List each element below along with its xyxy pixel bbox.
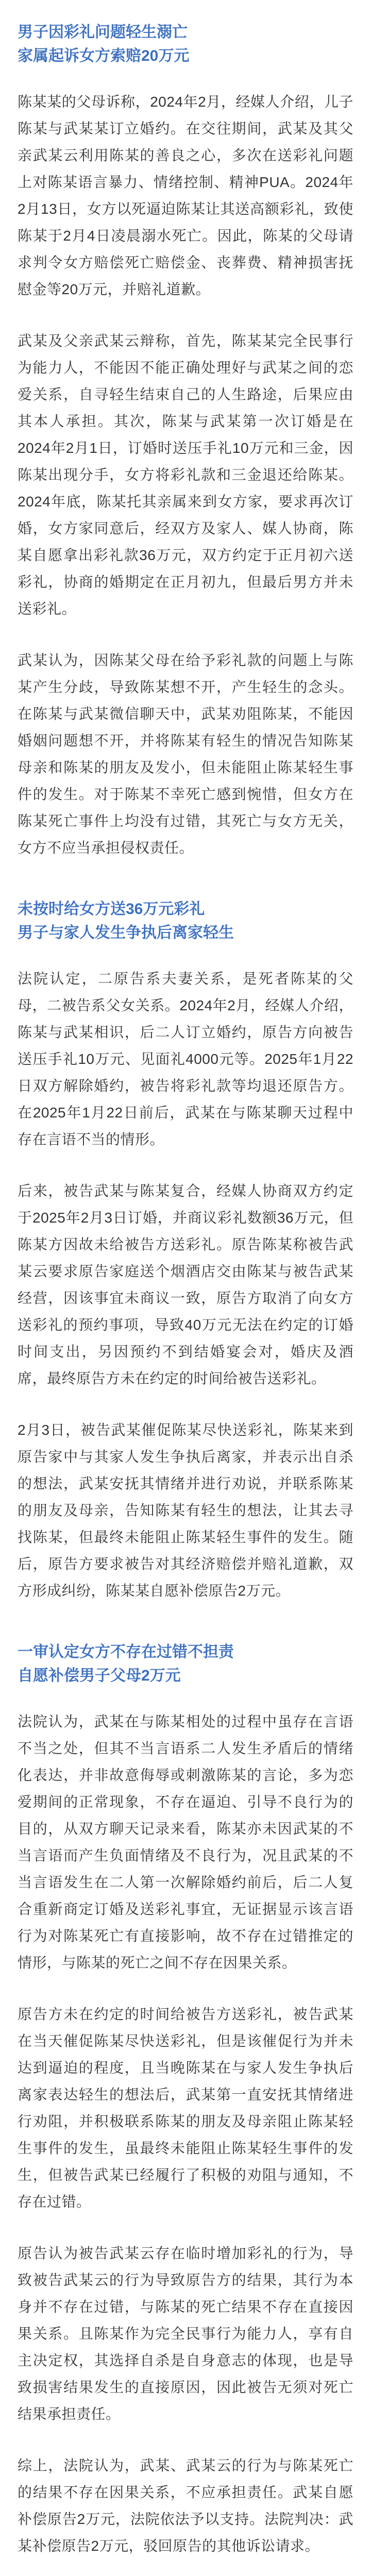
- headline-line-2: 家属起诉女方索赔20万元: [18, 47, 190, 64]
- paragraph: 原告认为被告武某云存在临时增加彩礼的行为，导致被告武某云的行为导致原告方的结果，其行为本身并不存在过错，与陈某的死亡结果不存在直接因果关系。且陈某作为完全民事行为能力人，享有自主决定权，其选择自杀是自身意志的体现，也是导致损害结果发生的直接原因，因此被告无须对死亡结果承担责任。: [18, 2245, 353, 2422]
- section-heading: [18, 1640, 353, 1688]
- paragraph-conclusion: 综上，法院认为，武某、武某云的行为与陈某死亡的结果不存在因果关系，不应承担责任。武某自愿补偿原告2万元，法院依法予以支持。法院判决：武某补偿原告2万元，驳回原告的其他诉讼请求。: [18, 2458, 353, 2554]
- paragraph: 陈某某的父母诉称，2024年2月，经媒人介绍，儿子陈某与武某某订立婚约。在交往期间，武某及其父亲武某云利用陈某的善良之心，多次在送彩礼问题上对陈某语言暴力、情绪控制、精神PUA。2024年2月13日，女方以死逼迫陈某让其送高额彩礼，致使陈某于2月4日凌晨溺水死亡。因此，陈某的父母请求判令女方赔偿死亡赔偿金、丧葬费、精神损害抚慰金等20万元，并赔礼道歉。: [18, 94, 353, 297]
- paragraph: 法院认为，武某在与陈某相处的过程中虽存在言语不当之处，但其不当言语系二人发生矛盾后的情绪化表达，并非故意侮辱或刺激陈某的言论，多为恋爱期间的正常现象，不存在逼迫、引导不良行为的目的，从双方聊天记录来看，陈某亦未因武某的不当言语而产生负面情绪及不良行为，况且武某的不当言语发生在二人第一次解除婚约前后，后二人复合重新商定订婚及送彩礼事宜，无证据显示该言语行为对陈某死亡有直接影响，故不存在过错推定的情形，与陈某的死亡之间不存在因果关系。: [18, 1714, 353, 1971]
- paragraph: 原告方未在约定的时间给被告方送彩礼，被告武某在当天催促陈某尽快送彩礼，但是该催促行为并未达到逼迫的程度，且当晚陈某在与家人发生争执后离家表达轻生的想法后，武某第一直安抚其情绪进行劝阻，并积极联系陈某的朋友及母亲阻止陈某轻生事件的发生，虽最终未能阻止陈某轻生事件的发生，但被告武某已经履行了积极的劝阻与通知，不存在过错。: [18, 2006, 353, 2210]
- section-heading-line-2: 自愿补偿男子父母2万元: [18, 1667, 181, 1684]
- headline-line-1: 男子因彩礼问题轻生溺亡: [18, 24, 188, 41]
- section-heading-line-1: 一审认定女方不存在过错不担责: [18, 1643, 234, 1660]
- section-heading-line-2: 男子与家人发生争执后离家轻生: [18, 924, 234, 941]
- paragraph: 2月3日，被告武某催促陈某尽快送彩礼，陈某来到原告家中与其家人发生争执后离家，并表示出自杀的想法，武某安抚其情绪并进行劝说，并联系陈某的朋友及母亲，告知陈某有轻生的想法，让其去寻找陈某，但最终未能阻止陈某轻生事件的发生。随后，原告方要求被告对其经济赔偿并赔礼道歉，双方形成纠纷，陈某某自愿补偿原告2万元。: [18, 1422, 353, 1599]
- section-heading: [18, 897, 353, 945]
- paragraph: 法院认定，二原告系夫妻关系，是死者陈某的父母，二被告系父女关系。2024年2月，经媒人介绍，陈某与武某相识，后二人订立婚约，原告方向被告送压手礼10万元、见面礼4000元等。2025年1月22日双方解除婚约，被告将彩礼款等均退还原告方。在2025年1月22日前后，武某在与陈某聊天过程中存在言语不当的情形。: [18, 971, 353, 1147]
- paragraph: 武某及父亲武某云辩称，首先，陈某某完全民事行为能力人，不能因不能正确处理好与武某之间的恋爱关系，自寻轻生结束自己的人生路途，后果应由其本人承担。其次，陈某与武某第一次订婚是在2024年2月1日，订婚时送压手礼10万元和三金，因陈某出现分手，女方将彩礼款和三金退还给陈某。2024年底，陈某托其亲属来到女方家，要求再次订婚，女方家同意后，经双方及家人、媒人协商，陈某自愿拿出彩礼款36万元，双方约定于正月初六送彩礼，协商的婚期定在正月初九，但最后男方并未送彩礼。: [18, 333, 353, 617]
- paragraph: 后来，被告武某与陈某复合，经媒人协商双方约定于2025年2月3日订婚，并商议彩礼数额36万元，但陈某方因故未给被告方送彩礼。原告陈某称被告武某云要求原告家庭送个烟酒店交由陈某与被告武某经营，因该事宜未商议一致，原告方取消了向女方送彩礼的预约事项，导致40万元无法在约定的订婚时间支出，另因预约不到结婚宴会对，婚庆及酒席，最终原告方未在约定的时间给被告送彩礼。: [18, 1183, 353, 1386]
- paragraph: 武某认为，因陈某父母在给予彩礼款的问题上与陈某产生分歧，导致陈某想不开，产生轻生的念头。在陈某与武某微信聊天中，武某劝阻陈某，不能因婚姻问题想不开，并将陈某有轻生的情况告知陈某母亲和陈某的朋友及发小，但未能阻止陈某轻生事件的发生。对于陈某不幸死亡感到惋惜，但女方在陈某死亡事件上均没有过错，其死亡与女方无关，女方不应当承担侵权责任。: [18, 652, 353, 856]
- section-heading-line-1: 未按时给女方送36万元彩礼: [18, 901, 205, 918]
- article-headline: [18, 21, 353, 68]
